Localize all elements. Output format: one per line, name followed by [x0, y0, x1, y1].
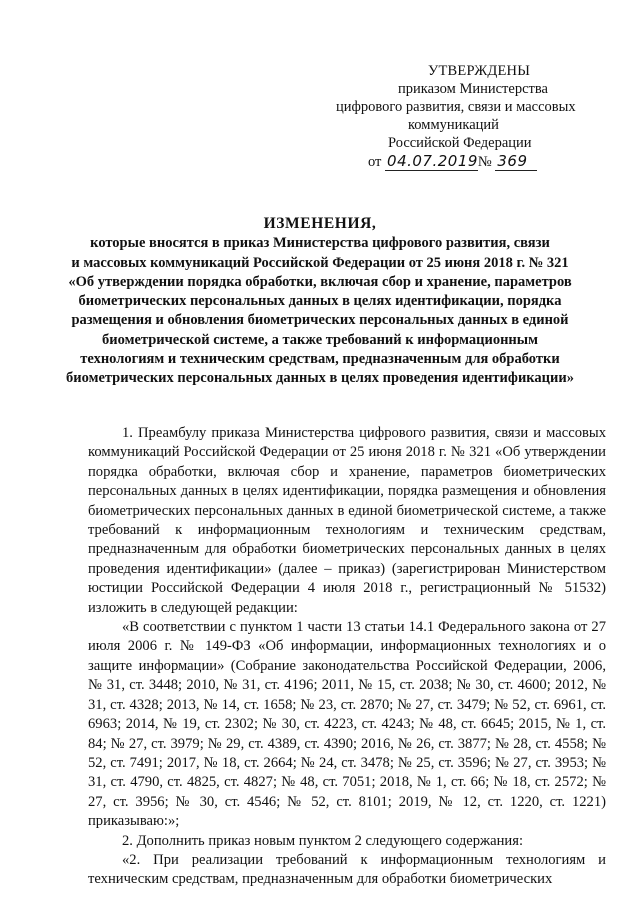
number-prefix: № [477, 154, 492, 170]
paragraph-new-preamble: «В соответствии с пунктом 1 части 13 статьи 14.1 Федерального закона от 27 июля 2006 г. № 149-ФЗ «Об информации, информационных технологиях и о защите информации» (Собрание законодательства Российской Федерации, 2006, № 31, ст. 3448; 2010, № 31, ст. 4196; 2011, № 15, ст. 2038; № 30, ст. 4600; 2012, № 31, ст. 4328; 2013, № 14, ст. 1658; № 23, ст. 2870; № 27, ст. 3479; № 52, ст. 6961, ст. 6963; 2014, № 19, ст. 2302; № 30, ст. 4223, ст. 4243; № 48, ст. 6645; 2015, № 1, ст. 84; № 27, ст. 3979; № 29, ст. 4389, ст. 4390; 2016, № 26, ст. 3877; № 28, ст. 4558; № 52, ст. 7491; 2017, № 18, ст. 2664; № 24, ст. 3478; № 25, ст. 3596; № 27, ст. 3953; № 31, ст. 4790, ст. 4825, ст. 4827; № 48, ст. 7051; 2018, № 1, ст. 66; № 18, ст. 2572; № 27, ст. 3956; № 30, ст. 4546; № 52, ст. 8101; 2019, № 12, ст. 1220, ст. 1221) приказываю:»; [88, 619, 606, 830]
heading-line: которые вносятся в приказ Министерства цифрового развития, связи [90, 235, 550, 252]
heading-line: «Об утверждении порядка обработки, включая сбор и хранение, параметров [68, 273, 572, 290]
heading-line: биометрических персональных данных в целях идентификации, порядка [78, 293, 562, 310]
heading-line: технологиям и техническим средствам, предназначенным для обработки [80, 351, 560, 368]
document-title: ИЗМЕНЕНИЯ, [263, 215, 377, 232]
heading-line: размещения и обновления биометрических персональных данных в единой [71, 312, 569, 329]
approval-line-communications: коммуникаций [408, 117, 499, 133]
document-heading [40, 214, 600, 389]
heading-line: биометрических персональных данных в целях проведения идентификации» [65, 370, 574, 387]
paragraph-new-item-2: «2. При реализации требований к информационным технологиям и техническим средствам, предназначенным для обработки биометрических [88, 851, 606, 888]
approval-line-ministry: цифрового развития, связи и массовых [336, 99, 576, 115]
approval-title: УТВЕРЖДЕНЫ [428, 63, 531, 79]
approval-stamp [330, 62, 610, 171]
approval-line-order: приказом Министерства [398, 81, 548, 97]
document-body [88, 424, 606, 890]
approval-line-federation: Российской Федерации [388, 135, 532, 151]
approval-date-number [330, 152, 610, 171]
heading-line: биометрической системе, а также требований к информационным [102, 331, 538, 348]
date-prefix: от [368, 154, 382, 170]
approval-number: 369 [495, 152, 537, 171]
paragraph-item-2: 2. Дополнить приказ новым пунктом 2 следующего содержания: [122, 832, 524, 849]
heading-line: и массовых коммуникаций Российской Федерации от 25 июня 2018 г. № 321 [71, 254, 569, 271]
approval-date: 04.07.2019 [387, 152, 478, 170]
paragraph-preamble: 1. Преамбулу приказа Министерства цифрового развития, связи и массовых коммуникаций Российской Федерации от 25 июня 2018 г. № 321 «Об утверждении порядка обработки, включая сбор и хранение, параметров биометрических персональных данных в целях идентификации, порядка размещения и обновления биометрических персональных данных в единой биометрической системе, а также требований к информационным технологиям и техническим средствам, предназначенным для обработки биометрических персональных данных в целях проведения идентификации» (далее – приказ) (зарегистрирован Министерством юстиции Российской Федерации 4 июля 2018 г., регистрационный № 51532) изложить в следующей редакции: [88, 425, 606, 616]
